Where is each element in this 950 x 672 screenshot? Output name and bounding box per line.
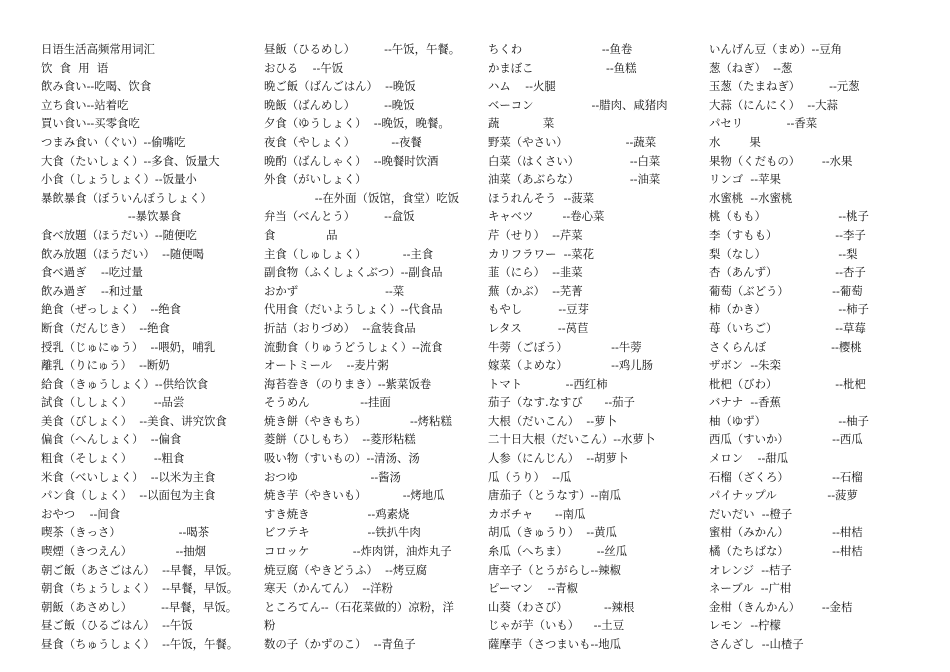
vocab-line: バナナ --香蕉 (709, 395, 781, 410)
vocab-line: 油菜（あぶらな） --油菜 (488, 172, 661, 187)
vocab-line: リンゴ --苹果 (709, 172, 781, 187)
vocab-line: 折詰（おりづめ） --盒装食品 (264, 320, 416, 335)
vocab-line: 薩摩芋（さつまいも--地瓜 (488, 637, 621, 651)
column-1 (41, 40, 256, 654)
vocab-line: 石榴（ざくろ） --石榴 (709, 469, 863, 484)
vocab-line: 二十日大根（だいこん）--水萝卜 (488, 432, 656, 447)
vocab-line: 大食（たいしょく）--多食、饭量大 (41, 153, 220, 168)
vocab-line: 韮（にら） --韭菜 (488, 265, 583, 280)
vocab-line: --在外面（饭馆，食堂）吃饭 (264, 190, 460, 205)
vocab-line: 果物（くだもの） --水果 (709, 153, 853, 168)
vocab-line: 食 品 (264, 227, 338, 242)
vocab-line: 昼ご飯（ひるごはん） --午饭 (41, 618, 193, 633)
vocab-line: いんげん豆（まめ）--豆角 (709, 42, 842, 56)
vocab-line: 飲み食い--吃喝、饮食 (41, 79, 152, 94)
vocab-line: 粉 (264, 618, 276, 633)
vocab-line: 食べ過ぎ --吃过量 (41, 265, 143, 280)
vocab-line: 数の子（かずのこ） --青鱼子 (264, 637, 416, 651)
vocab-line: おつゆ --酱汤 (264, 469, 401, 484)
vocab-line: ビフテキ --铁扒牛肉 (264, 525, 421, 540)
vocab-line: 買い食い--买零食吃 (41, 116, 140, 131)
vocab-line: もやし --豆芽 (488, 302, 589, 317)
vocab-line: 夕食（ゆうしょく） --晚饭，晚餐。 (264, 116, 450, 131)
vocab-line: おやつ --间食 (41, 506, 121, 521)
vocab-line: 蕪（かぶ） --芜菁 (488, 283, 583, 298)
vocab-line: コロッケ --炸肉饼，油炸丸子 (264, 544, 452, 559)
vocab-line: 偏食（へんしょく） --偏食 (41, 432, 182, 447)
vocab-line: ザボン --朱栾 (709, 358, 781, 373)
vocab-line: すき焼き --鸡素烧 (264, 506, 410, 521)
vocab-line: 白菜（はくさい） --白菜 (488, 153, 661, 168)
vocab-line: 葡萄（ぶどう） --葡萄 (709, 283, 863, 298)
vocab-line: 枇杷（びわ） --枇杷 (709, 376, 866, 391)
vocab-line: 副食物（ふくしょくぶつ）--副食品 (264, 265, 443, 280)
vocab-line: 授乳（じゅにゅう） --喂奶，哺乳 (41, 339, 216, 354)
vocab-line: 流動食（りゅうどうしょく）--流食 (264, 339, 443, 354)
vocab-line: 唐辛子（とうがらし--辣椒 (488, 562, 621, 577)
vocab-line: 晩酌（ばんしゃく） --晚餐时饮酒 (264, 153, 439, 168)
vocab-line: 唐茄子（とうなす）--南瓜 (488, 488, 621, 503)
vocab-line: 外食（がいしょく） (264, 172, 367, 187)
vocab-line: 朝ご飯（あさごはん） --早餐，早饭。 (41, 562, 239, 577)
vocab-line: ハム --火腿 (488, 79, 556, 94)
vocab-line: 大蒜（にんにく） --大蒜 (709, 97, 838, 112)
vocab-line: 昼食（ちゅうしょく） --午饭，午餐。 (41, 637, 239, 651)
vocab-line: 米食（べいしょく） --以米为主食 (41, 469, 216, 484)
vocab-line: 立ち食い--站着吃 (41, 97, 129, 112)
vocab-line: 寒天（かんてん） --洋粉 (264, 581, 393, 596)
vocab-line: 焼き餅（やきもち） --烤粘糕 (264, 413, 452, 428)
vocab-line: ベーコン --腊肉、咸猪肉 (488, 97, 668, 112)
vocab-line: 試食（ししょく） --品尝 (41, 395, 185, 410)
vocab-line: 暴飲暴食（ぼういんぼうしょく） (41, 190, 212, 205)
column-2 (264, 40, 484, 654)
vocab-line: 食べ放題（ほうだい）--随便吃 (41, 227, 197, 242)
vocab-line: 小食（しょうしょく）--饭量小 (41, 172, 197, 187)
vocab-line: 野菜（やさい） --蔬菜 (488, 134, 657, 149)
vocab-line: 蔬 菜 (488, 116, 555, 131)
vocab-line: レモン --柠檬 (709, 618, 781, 633)
vocab-line: おかず --菜 (264, 283, 405, 298)
vocab-line: ピーマン --青椒 (488, 581, 579, 596)
vocab-line: 山葵（わさび） --辣根 (488, 599, 635, 614)
vocab-line: 吸い物（すいもの）--清汤、汤 (264, 451, 420, 466)
vocab-line: 饮 食 用 语 (41, 60, 109, 75)
vocab-line: 海苔巻き（のりまき）--紫菜饭卷 (264, 376, 432, 391)
vocab-line: 焼き芋（やきいも） --烤地瓜 (264, 488, 445, 503)
vocab-line: メロン --甜瓜 (709, 451, 789, 466)
vocab-line: ネーブル --广柑 (709, 581, 792, 596)
vocab-line: 美食（びしょく） --美食、讲究饮食 (41, 413, 227, 428)
vocab-line: 弁当（べんとう） --盒饭 (264, 209, 415, 224)
vocab-line: キャベツ --卷心菜 (488, 209, 605, 224)
vocab-line: 胡瓜（きゅうり） --黄瓜 (488, 525, 617, 540)
vocab-line: 人参（にんじん） --胡萝卜 (488, 451, 629, 466)
vocab-line: 水 果 (709, 134, 761, 149)
vocab-line: 糸瓜（へちま） --丝瓜 (488, 544, 628, 559)
vocab-line: カリフラワー --菜花 (488, 246, 595, 261)
vocab-line: トマト --西红柿 (488, 376, 608, 391)
vocab-line: 飲み過ぎ --和过量 (41, 283, 143, 298)
vocab-line: ところてん--（石花菜做的）凉粉，洋 (264, 599, 454, 614)
vocab-line: 日语生活高频常用词汇 (41, 42, 155, 56)
vocab-line: かまぼこ --鱼糕 (488, 60, 637, 75)
vocab-line: 瓜（うり） --瓜 (488, 469, 572, 484)
vocab-line: オートミール --麦片粥 (264, 358, 389, 373)
vocab-line: 牛蒡（ごぼう） --牛蒡 (488, 339, 642, 354)
vocab-line: 杏（あんず） --杏子 (709, 265, 866, 280)
vocab-line: 代用食（だいようしょく）--代食品 (264, 302, 443, 317)
vocab-line: 晩飯（ばんめし） --晚饭 (264, 97, 415, 112)
vocab-line: おひる --午饭 (264, 60, 344, 75)
vocab-line: つまみ食い（ぐい）--偷嘴吃 (41, 134, 186, 149)
column-4 (709, 40, 950, 654)
vocab-line: 朝飯（あさめし） --早餐，早饭。 (41, 599, 238, 614)
vocab-line: 晩ご飯（ばんごはん） --晚饭 (264, 79, 416, 94)
vocab-line: 梨（なし） --梨 (709, 246, 858, 261)
vocab-line: 喫煙（きつえん） --抽烟 (41, 544, 207, 559)
vocab-line: --暴饮暴食 (41, 209, 182, 224)
vocab-line: パン食（しょく） --以面包为主食 (41, 488, 216, 503)
vocab-line: 柿（かき） --柿子 (709, 302, 869, 317)
vocab-line: 絶食（ぜっしょく） --绝食 (41, 302, 182, 317)
vocab-line: 主食（しゅしょく） --主食 (264, 246, 434, 261)
vocab-line: そうめん --挂面 (264, 395, 391, 410)
vocab-line: 菱餅（ひしもち） --菱形粘糕 (264, 432, 416, 447)
vocab-line: パセリ --香菜 (709, 116, 818, 131)
column-3 (488, 40, 703, 654)
vocab-line: 李（すもも） --李子 (709, 227, 866, 242)
vocab-line: 橘（たちばな） --柑桔 (709, 544, 863, 559)
vocab-line: 柚（ゆず） --柚子 (709, 413, 869, 428)
vocab-line: ほうれんそう --菠菜 (488, 190, 595, 205)
vocab-line: 嫁菜（よめな） --鸡儿肠 (488, 358, 654, 373)
vocab-line: 葱（ねぎ） --葱 (709, 60, 793, 75)
vocab-line: 焼豆腐（やきどうふ） --烤豆腐 (264, 562, 428, 577)
vocab-line: ちくわ --鱼卷 (488, 42, 633, 56)
vocab-line: 金柑（きんかん） --金桔 (709, 599, 853, 614)
vocab-line: パイナップル --菠萝 (709, 488, 858, 503)
vocab-line: 断食（だんじき） --绝食 (41, 320, 170, 335)
vocab-line: さくらんぼ --樱桃 (709, 339, 862, 354)
vocab-line: 西瓜（すいか） --西瓜 (709, 432, 863, 447)
vocab-line: 給食（きゅうしょく）--供给饮食 (41, 376, 209, 391)
vocab-line: 茄子（なす.なすび --茄子 (488, 395, 635, 410)
vocab-line: さんざし --山楂子 (709, 637, 804, 651)
vocab-line: 桃（もも） --桃子 (709, 209, 869, 224)
vocab-line: だいだい --橙子 (709, 506, 793, 521)
vocab-line: 水蜜桃 --水蜜桃 (709, 190, 793, 205)
vocab-line: 喫茶（きっさ） --喝茶 (41, 525, 210, 540)
vocab-line: 朝食（ちょうしょく） --早餐，早饭。 (41, 581, 239, 596)
vocab-line: レタス --莴苣 (488, 320, 589, 335)
vocab-line: 苺（いちご） --草莓 (709, 320, 866, 335)
vocab-line: 飲み放題（ほうだい） --随便喝 (41, 246, 205, 261)
vocab-line: じゃが芋（いも） --土豆 (488, 618, 625, 633)
vocab-line: 夜食（やしょく） --夜餐 (264, 134, 422, 149)
vocab-line: 玉葱（たまねぎ） --元葱 (709, 79, 860, 94)
vocab-line: 昼飯（ひるめし） --午饭，午餐。 (264, 42, 461, 56)
vocab-line: オレンジ --桔子 (709, 562, 792, 577)
vocab-line: 芹（せり） --芹菜 (488, 227, 583, 242)
vocab-line: 大根（だいこん） --萝卜 (488, 413, 617, 428)
vocab-line: 粗食（そしょく） --粗食 (41, 451, 185, 466)
vocab-line: 蜜柑（みかん） --柑桔 (709, 525, 863, 540)
vocab-line: 離乳（りにゅう） --断奶 (41, 358, 170, 373)
vocab-line: カボチャ --南瓜 (488, 506, 586, 521)
